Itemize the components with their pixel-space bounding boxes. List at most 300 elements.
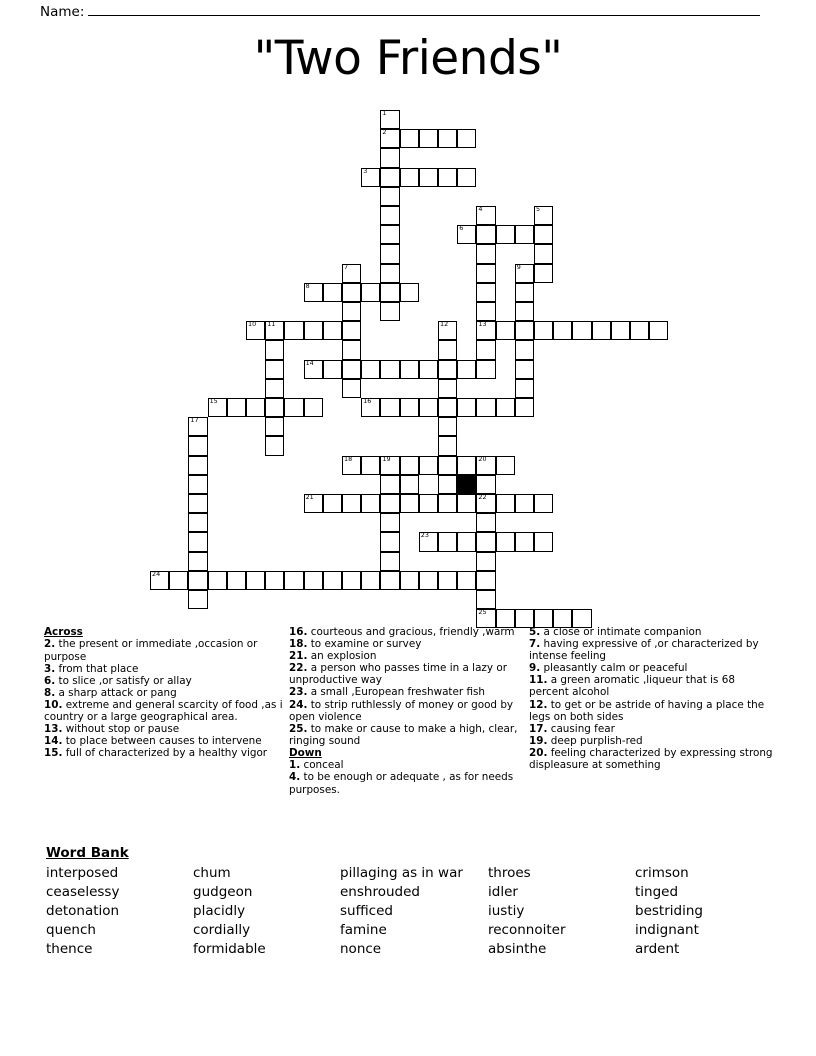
grid-cell[interactable] [438, 456, 457, 475]
grid-cell[interactable] [438, 168, 457, 187]
grid-cell[interactable] [380, 110, 399, 129]
grid-cell[interactable] [496, 225, 515, 244]
word-bank-word[interactable]: ceaselessy [46, 884, 120, 900]
grid-cell[interactable] [476, 552, 495, 571]
word-bank-word[interactable]: cordially [193, 922, 251, 938]
grid-cell[interactable] [649, 321, 668, 340]
grid-cell[interactable] [342, 571, 361, 590]
clue-number: 8. [44, 686, 56, 699]
grid-cell[interactable] [150, 571, 169, 590]
word-bank-word[interactable]: ardent [635, 941, 680, 957]
grid-cell[interactable] [361, 398, 380, 417]
clue-across-8 [44, 687, 283, 699]
word-bank-column [193, 864, 340, 959]
grid-cell[interactable] [438, 532, 457, 551]
grid-cell[interactable] [534, 494, 553, 513]
clue-down-1 [289, 759, 523, 771]
grid-cell[interactable] [380, 398, 399, 417]
grid-cell[interactable] [534, 206, 553, 225]
word-bank-word[interactable]: chum [193, 865, 231, 881]
down-heading: Down [289, 746, 322, 759]
grid-cell[interactable] [400, 398, 419, 417]
clue-down-17 [529, 723, 774, 735]
clue-text: to make or cause to make a high, clear, ringing sound [289, 722, 518, 747]
grid-cell[interactable] [496, 321, 515, 340]
grid-cell[interactable] [188, 494, 207, 513]
grid-cell[interactable] [419, 532, 438, 551]
clue-across-18 [289, 638, 523, 650]
grid-cell[interactable] [380, 571, 399, 590]
grid-cell[interactable] [342, 456, 361, 475]
grid-cell[interactable] [534, 532, 553, 551]
grid-cell-number: 6 [459, 224, 464, 233]
grid-cell[interactable] [380, 475, 399, 494]
grid-cell[interactable] [400, 360, 419, 379]
grid-cell[interactable] [380, 552, 399, 571]
clue-down-20 [529, 747, 774, 771]
grid-cell[interactable] [476, 456, 495, 475]
grid-cell[interactable] [438, 475, 457, 494]
word-bank-word[interactable]: enshrouded [340, 884, 420, 900]
clue-text: to examine or survey [307, 638, 422, 651]
clue-down-19 [529, 735, 774, 747]
grid-cell[interactable] [457, 456, 476, 475]
grid-cell[interactable] [188, 436, 207, 455]
grid-cell[interactable] [400, 494, 419, 513]
grid-cell[interactable] [457, 360, 476, 379]
grid-cell[interactable] [438, 417, 457, 436]
grid-cell[interactable] [553, 321, 572, 340]
grid-cell[interactable] [227, 571, 246, 590]
word-bank-word[interactable]: iustiy [488, 903, 525, 919]
clue-across-21 [289, 650, 523, 662]
clue-across-13 [44, 723, 283, 735]
grid-cell[interactable] [457, 129, 476, 148]
grid-cell-number: 19 [382, 454, 391, 463]
clue-text: pleasantly calm or peaceful [540, 662, 688, 675]
word-bank-word[interactable]: idler [488, 884, 518, 900]
clue-number: 4. [289, 771, 301, 784]
word-bank-word[interactable]: bestriding [635, 903, 703, 919]
grid-cell-number: 2 [382, 128, 387, 137]
clue-across-24 [289, 699, 523, 723]
grid-cell[interactable] [534, 321, 553, 340]
grid-cell[interactable] [496, 398, 515, 417]
grid-cell[interactable] [265, 379, 284, 398]
grid-cell[interactable] [438, 398, 457, 417]
grid-cell[interactable] [438, 340, 457, 359]
grid-cell[interactable] [380, 456, 399, 475]
clue-text: to slice ,or satisfy or allay [55, 674, 192, 687]
grid-cell[interactable] [515, 494, 534, 513]
grid-cell[interactable] [380, 264, 399, 283]
grid-cell[interactable] [188, 552, 207, 571]
word-bank-section [46, 844, 786, 959]
grid-block-cell [457, 475, 476, 494]
grid-cell[interactable] [476, 340, 495, 359]
grid-cell[interactable] [361, 571, 380, 590]
grid-cell-number: 4 [478, 205, 483, 213]
clue-number: 7. [529, 638, 541, 651]
grid-cell[interactable] [534, 264, 553, 283]
grid-cell[interactable] [380, 360, 399, 379]
grid-cell[interactable] [496, 532, 515, 551]
grid-cell[interactable] [323, 283, 342, 302]
grid-cell[interactable] [323, 360, 342, 379]
grid-cell[interactable] [380, 244, 399, 263]
grid-cell[interactable] [284, 571, 303, 590]
grid-cell[interactable] [304, 398, 323, 417]
clue-text: an explosion [307, 650, 377, 663]
grid-cell[interactable] [342, 494, 361, 513]
clue-down-4 [289, 771, 523, 795]
clue-across-3 [44, 663, 283, 675]
grid-cell[interactable] [265, 340, 284, 359]
grid-cell[interactable] [188, 456, 207, 475]
clue-text: without stop or pause [62, 723, 180, 736]
clue-text: full of characterized by a healthy vigor [62, 747, 268, 760]
clues-section [44, 626, 780, 796]
grid-cell[interactable] [188, 532, 207, 551]
grid-cell[interactable] [419, 571, 438, 590]
clue-number: 19. [529, 734, 548, 747]
clue-text: feeling characterized by expressing strong displeasure at something [529, 746, 773, 772]
clue-number: 12. [529, 698, 548, 711]
word-bank-grid [46, 864, 786, 959]
across-heading: Across [44, 626, 83, 638]
word-bank-word[interactable]: placidly [193, 903, 246, 919]
grid-cell[interactable] [419, 360, 438, 379]
grid-cell[interactable] [476, 264, 495, 283]
grid-cell[interactable] [457, 494, 476, 513]
grid-cell[interactable] [476, 244, 495, 263]
grid-cell-number: 18 [344, 454, 353, 463]
clue-text: a small ,European freshwater fish [307, 686, 486, 699]
grid-cell[interactable] [515, 379, 534, 398]
grid-cell[interactable] [208, 571, 227, 590]
clue-text: a person who passes time in a lazy or unproductive way [289, 662, 507, 687]
grid-cell[interactable] [188, 417, 207, 436]
grid-cell[interactable] [380, 225, 399, 244]
grid-cell-number: 22 [478, 493, 487, 501]
grid-cell[interactable] [380, 206, 399, 225]
grid-cell[interactable] [611, 321, 630, 340]
grid-cell-number: 11 [267, 320, 276, 329]
grid-cell-number: 8 [305, 281, 310, 290]
grid-cell[interactable] [246, 321, 265, 340]
word-bank-heading: Word Bank [46, 845, 129, 861]
grid-cell[interactable] [515, 532, 534, 551]
grid-cell[interactable] [457, 571, 476, 590]
grid-cell[interactable] [188, 513, 207, 532]
word-bank-word[interactable]: formidable [193, 941, 266, 957]
grid-cell[interactable] [476, 398, 495, 417]
clue-text: a close or intimate companion [540, 626, 702, 638]
word-bank-word[interactable]: quench [46, 922, 96, 938]
grid-cell[interactable] [265, 360, 284, 379]
word-bank-column [635, 864, 782, 959]
grid-cell[interactable] [496, 494, 515, 513]
grid-cell-number: 1 [382, 109, 387, 117]
clue-number: 16. [289, 626, 308, 638]
grid-cell-number: 17 [190, 416, 199, 425]
grid-cell[interactable] [188, 571, 207, 590]
clue-text: a sharp attack or pang [55, 686, 177, 699]
grid-cell[interactable] [323, 571, 342, 590]
grid-cell[interactable] [400, 283, 419, 302]
grid-cell[interactable] [208, 398, 227, 417]
clue-across-2 [44, 638, 283, 662]
grid-cell[interactable] [380, 494, 399, 513]
clue-text: having expressive of ,or characterized by intense feeling [529, 638, 759, 663]
word-bank-word[interactable]: tinged [635, 884, 679, 900]
grid-cell[interactable] [476, 475, 495, 494]
grid-cell[interactable] [457, 225, 476, 244]
clue-text: causing fear [547, 722, 615, 735]
grid-cell[interactable] [419, 494, 438, 513]
grid-cell[interactable] [265, 571, 284, 590]
grid-cell[interactable] [380, 148, 399, 167]
grid-cell[interactable] [534, 244, 553, 263]
clue-across-22 [289, 662, 523, 686]
clue-number: 5. [529, 626, 541, 638]
grid-cell[interactable] [361, 168, 380, 187]
grid-cell[interactable] [304, 360, 323, 379]
word-bank-word[interactable]: detonation [46, 903, 120, 919]
grid-cell[interactable] [457, 168, 476, 187]
clue-text: to be enough or adequate , as for needs purposes. [289, 771, 514, 796]
grid-cell-number: 15 [209, 397, 218, 405]
clue-across-25 [289, 723, 523, 747]
grid-cell[interactable] [246, 571, 265, 590]
grid-cell[interactable] [476, 225, 495, 244]
name-label: Name: [40, 4, 85, 20]
clue-number: 20. [529, 746, 548, 759]
clue-text: courteous and gracious, friendly ,warm [307, 626, 515, 638]
grid-cell[interactable] [323, 321, 342, 340]
grid-cell[interactable] [438, 494, 457, 513]
grid-cell-number: 12 [440, 320, 449, 329]
grid-cell[interactable] [419, 398, 438, 417]
word-bank-word[interactable]: absinthe [488, 941, 547, 957]
grid-cell[interactable] [380, 187, 399, 206]
word-bank-word[interactable]: indignant [635, 922, 699, 938]
clues-column-3 [529, 626, 780, 796]
grid-cell[interactable] [361, 283, 380, 302]
clue-number: 10. [44, 698, 63, 711]
word-bank-word[interactable]: interposed [46, 865, 119, 881]
grid-cell[interactable] [419, 456, 438, 475]
grid-cell[interactable] [515, 360, 534, 379]
grid-cell[interactable] [169, 571, 188, 590]
grid-cell[interactable] [246, 398, 265, 417]
grid-cell-number: 21 [305, 493, 314, 501]
grid-cell[interactable] [592, 321, 611, 340]
grid-cell[interactable] [380, 168, 399, 187]
grid-cell[interactable] [476, 206, 495, 225]
clue-text: from that place [55, 662, 139, 675]
clue-down-12 [529, 699, 774, 723]
grid-cell[interactable] [438, 129, 457, 148]
clue-across-15 [44, 747, 283, 759]
grid-cell[interactable] [380, 532, 399, 551]
grid-cell[interactable] [515, 340, 534, 359]
clue-number: 24. [289, 698, 308, 711]
clue-down-11 [529, 674, 774, 698]
clue-text: to strip ruthlessly of money or good by open violence [289, 698, 514, 723]
word-bank-word[interactable]: pillaging as in war [340, 865, 463, 881]
clue-across-6 [44, 675, 283, 687]
clue-down-7 [529, 638, 774, 662]
clue-across-10 [44, 699, 283, 723]
grid-cell[interactable] [515, 321, 534, 340]
clue-number: 21. [289, 650, 308, 663]
clue-number: 2. [44, 638, 56, 651]
clue-across-16 [289, 626, 523, 638]
grid-cell[interactable] [515, 283, 534, 302]
grid-cell[interactable] [438, 436, 457, 455]
grid-cell[interactable] [284, 321, 303, 340]
word-bank-word[interactable]: reconnoiter [488, 922, 566, 938]
grid-cell[interactable] [380, 129, 399, 148]
clue-number: 23. [289, 686, 308, 699]
clue-number: 15. [44, 747, 63, 760]
grid-cell[interactable] [476, 513, 495, 532]
page-title: "Two Friends" [253, 31, 563, 86]
grid-cell[interactable] [361, 494, 380, 513]
grid-cell[interactable] [457, 532, 476, 551]
grid-cell[interactable] [342, 379, 361, 398]
grid-cell-number: 16 [363, 397, 372, 405]
grid-cell[interactable] [304, 321, 323, 340]
grid-cell[interactable] [419, 129, 438, 148]
grid-cell[interactable] [400, 129, 419, 148]
grid-cell[interactable] [630, 321, 649, 340]
grid-cell[interactable] [400, 168, 419, 187]
clue-number: 6. [44, 674, 56, 687]
grid-cell[interactable] [476, 532, 495, 551]
clue-number: 17. [529, 722, 548, 735]
word-bank-word[interactable]: crimson [635, 865, 689, 881]
grid-cell[interactable] [534, 225, 553, 244]
grid-cell[interactable] [323, 494, 342, 513]
grid-cell[interactable] [515, 302, 534, 321]
grid-cell[interactable] [476, 360, 495, 379]
grid-cell[interactable] [342, 321, 361, 340]
grid-cell[interactable] [342, 340, 361, 359]
clue-number: 22. [289, 662, 308, 675]
grid-cell[interactable] [304, 283, 323, 302]
clue-text: to place between causes to intervene [62, 735, 262, 748]
grid-cell[interactable] [476, 494, 495, 513]
grid-cell-number: 10 [248, 320, 257, 329]
grid-cell[interactable] [188, 590, 207, 609]
word-bank-word[interactable]: gudgeon [193, 884, 253, 900]
grid-cell[interactable] [361, 456, 380, 475]
grid-cell[interactable] [265, 436, 284, 455]
grid-cell[interactable] [304, 571, 323, 590]
grid-cell[interactable] [342, 283, 361, 302]
grid-cell[interactable] [515, 225, 534, 244]
clue-text: extreme and general scarcity of food ,as i country or a large geographical area. [44, 698, 283, 723]
grid-cell[interactable] [380, 302, 399, 321]
grid-cell[interactable] [476, 283, 495, 302]
clue-text: deep purplish-red [547, 734, 643, 747]
grid-cell-number: 5 [536, 205, 541, 213]
grid-cell[interactable] [438, 360, 457, 379]
grid-cell[interactable] [515, 264, 534, 283]
grid-cell[interactable] [342, 360, 361, 379]
grid-cell[interactable] [265, 398, 284, 417]
grid-cell[interactable] [265, 417, 284, 436]
grid-cell[interactable] [476, 302, 495, 321]
grid-cell[interactable] [380, 513, 399, 532]
grid-cell-number: 7 [344, 262, 349, 271]
clue-number: 14. [44, 735, 63, 748]
word-bank-word[interactable]: sufficed [340, 903, 393, 919]
word-bank-word[interactable]: nonce [340, 941, 382, 957]
word-bank-column [340, 864, 488, 959]
grid-cell[interactable] [515, 398, 534, 417]
clue-across-23 [289, 686, 523, 698]
clue-down-5 [529, 626, 774, 638]
grid-cell[interactable] [265, 321, 284, 340]
grid-cell[interactable] [342, 264, 361, 283]
word-bank-column [46, 864, 193, 959]
grid-cell-number: 24 [152, 569, 161, 578]
grid-cell[interactable] [227, 398, 246, 417]
grid-cell[interactable] [438, 321, 457, 340]
grid-cell-number: 3 [363, 166, 368, 175]
grid-cell[interactable] [438, 571, 457, 590]
grid-cell[interactable] [419, 168, 438, 187]
grid-cell[interactable] [304, 494, 323, 513]
grid-cell[interactable] [361, 360, 380, 379]
grid-cell-number: 13 [478, 320, 487, 329]
grid-cell[interactable] [496, 456, 515, 475]
clue-text: conceal [300, 759, 344, 772]
grid-cell[interactable] [438, 379, 457, 398]
grid-cell[interactable] [400, 456, 419, 475]
clue-number: 25. [289, 722, 308, 735]
clue-text: to get or be astride of having a place the legs on both sides [529, 698, 765, 723]
grid-cell[interactable] [400, 571, 419, 590]
grid-cell[interactable] [400, 475, 419, 494]
clue-across-14 [44, 735, 283, 747]
grid-cell-number: 23 [420, 531, 429, 540]
clue-text: a green aromatic ,liqueur that is 68 percent alcohol [529, 674, 735, 699]
clues-column-1 [44, 626, 289, 796]
clues-column-2 [289, 626, 529, 796]
word-bank-word[interactable]: thence [46, 941, 93, 957]
clue-number: 18. [289, 638, 308, 651]
clue-text: the present or immediate ,occasion or purpose [44, 638, 258, 663]
clue-number: 11. [529, 674, 548, 687]
grid-cell-number: 25 [478, 608, 487, 617]
grid-cell[interactable] [476, 321, 495, 340]
word-bank-word[interactable]: throes [488, 865, 531, 881]
grid-cell[interactable] [476, 590, 495, 609]
grid-cell[interactable] [380, 283, 399, 302]
grid-cell[interactable] [188, 475, 207, 494]
grid-cell[interactable] [572, 321, 591, 340]
grid-cell[interactable] [476, 571, 495, 590]
word-bank-word[interactable]: famine [340, 922, 387, 938]
grid-cell[interactable] [284, 398, 303, 417]
grid-cell[interactable] [457, 398, 476, 417]
grid-cell-number: 14 [305, 358, 314, 367]
grid-cell[interactable] [342, 302, 361, 321]
